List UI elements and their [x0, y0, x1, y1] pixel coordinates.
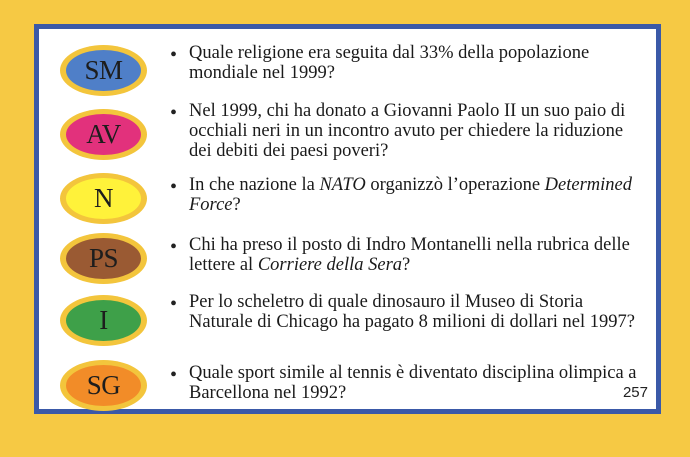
bullet-icon: •: [170, 176, 178, 198]
question-text-ps-part: ?: [402, 255, 411, 275]
question-text-i: [189, 292, 649, 332]
question-text-i-part: Per lo scheletro di quale dinosauro il Museo di Storia Naturale di Chicago ha pagato 8 milioni di dollari nel 1997?: [189, 292, 635, 332]
question-text-sm: [189, 43, 649, 83]
question-text-n-part: In che nazione la: [189, 175, 320, 195]
question-text-n-part: organizzò l’operazione: [365, 175, 545, 195]
question-text-n-part: Determined Force: [189, 175, 633, 215]
category-badge-sm: [60, 45, 147, 96]
bullet-icon: •: [170, 44, 178, 66]
bullet-icon: •: [170, 364, 178, 386]
question-text-av: [189, 101, 649, 161]
category-badge-av-label: AV: [66, 114, 141, 155]
category-badge-ps: [60, 233, 147, 284]
category-badge-sg: [60, 360, 147, 411]
bullet-icon: •: [170, 293, 178, 315]
category-badge-i: [60, 295, 147, 346]
category-badge-av: [60, 109, 147, 160]
question-text-sg: [189, 363, 649, 403]
question-text-sg-part: Quale sport simile al tennis è diventato disciplina olimpica a Barcellona nel 1992?: [189, 363, 637, 403]
bullet-icon: •: [170, 102, 178, 124]
category-badge-i-label: I: [66, 300, 141, 341]
category-badge-ps-label: PS: [66, 238, 141, 279]
question-text-ps-part: Corriere della Sera: [257, 255, 403, 275]
category-badge-sm-label: SM: [66, 50, 141, 91]
question-text-n-part: NATO: [319, 175, 366, 195]
page-number: 257: [622, 384, 648, 401]
question-text-n: [189, 175, 649, 215]
question-text-ps: [189, 235, 649, 275]
question-text-av-part: Nel 1999, chi ha donato a Giovanni Paolo II un suo paio di occhiali neri in un incontro avuto per chiedere la riduzione dei debiti dei paesi poveri?: [189, 101, 626, 161]
category-badge-sg-label: SG: [66, 365, 141, 406]
category-badge-n-label: N: [66, 178, 141, 219]
bullet-icon: •: [170, 236, 178, 258]
category-badge-n: [60, 173, 147, 224]
question-text-ps-part: Chi ha preso il posto di Indro Montanelli nella rubrica delle lettere al: [189, 235, 630, 275]
question-text-n-part: ?: [232, 195, 241, 215]
trivia-card: [34, 24, 661, 414]
question-text-sm-part: Quale religione era seguita dal 33% della popolazione mondiale nel 1999?: [189, 43, 590, 83]
